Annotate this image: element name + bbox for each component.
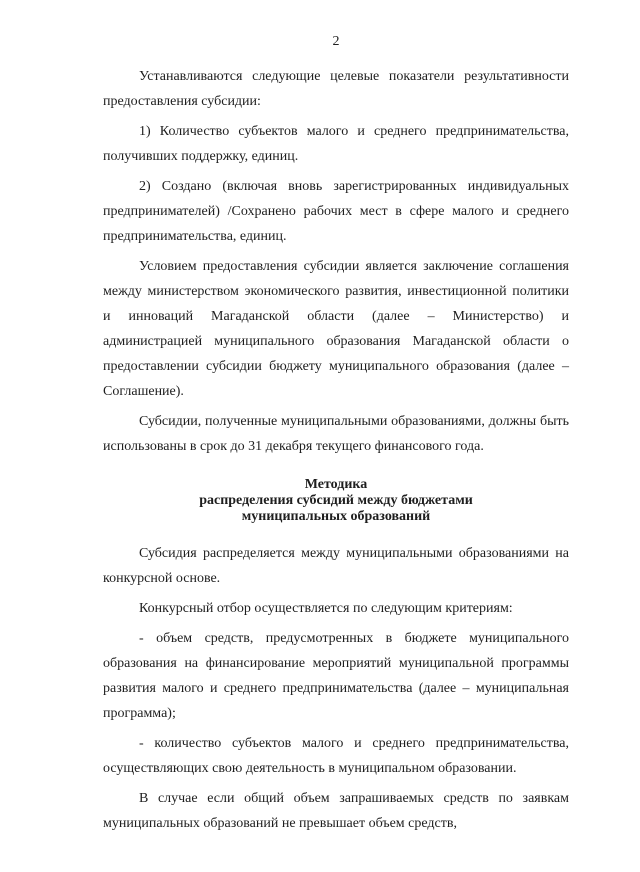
paragraph-indicator-2: 2) Создано (включая вновь зарегистрированных индивидуальных предпринимателей) /Сохранено рабочих мест в сфере малого и среднего предпринимательства, единиц. <box>103 179 569 244</box>
paragraph-competitive-basis: Субсидия распределяется между муниципальными образованиями на конкурсной основе. <box>103 546 569 586</box>
page-number: 2 <box>332 34 340 49</box>
section-heading <box>103 477 569 525</box>
paragraph-criterion-budget: - объем средств, предусмотренных в бюджете муниципального образования на финансирование мероприятий муниципальной программы развития малого и среднего предпринимательства (далее – муниципальная программа); <box>103 631 569 721</box>
document-page <box>103 0 569 872</box>
heading-line-3: муниципальных образований <box>241 509 431 524</box>
paragraph-indicator-1: 1) Количество субъектов малого и среднего предпринимательства, получивших поддержку, единиц. <box>103 124 569 164</box>
paragraph-criterion-businesses: - количество субъектов малого и среднего предпринимательства, осуществляющих свою деятельность в муниципальном образовании. <box>103 736 569 776</box>
paragraph-usage-deadline: Субсидии, полученные муниципальными образованиями, должны быть использованы в срок до 31 декабря текущего финансового года. <box>103 414 569 454</box>
heading-line-2: распределения субсидий между бюджетами <box>199 493 473 508</box>
paragraph-agreement-condition: Условием предоставления субсидии является заключение соглашения между министерством экономического развития, инвестиционной политики и инноваций Магаданской области (далее – Министерство) и администрацией муниципального образования Магаданской области о предоставлении субсидии бюджету муниципального образования (далее – Соглашение). <box>103 259 569 399</box>
paragraph-criteria-intro: Конкурсный отбор осуществляется по следующим критериям: <box>139 601 513 616</box>
heading-line-1: Методика <box>304 477 368 492</box>
document-body <box>103 64 569 836</box>
paragraph-targets-intro: Устанавливаются следующие целевые показатели результативности предоставления субсидии: <box>103 69 569 109</box>
paragraph-requested-funds: В случае если общий объем запрашиваемых средств по заявкам муниципальных образований не превышает объем средств, <box>103 791 569 831</box>
